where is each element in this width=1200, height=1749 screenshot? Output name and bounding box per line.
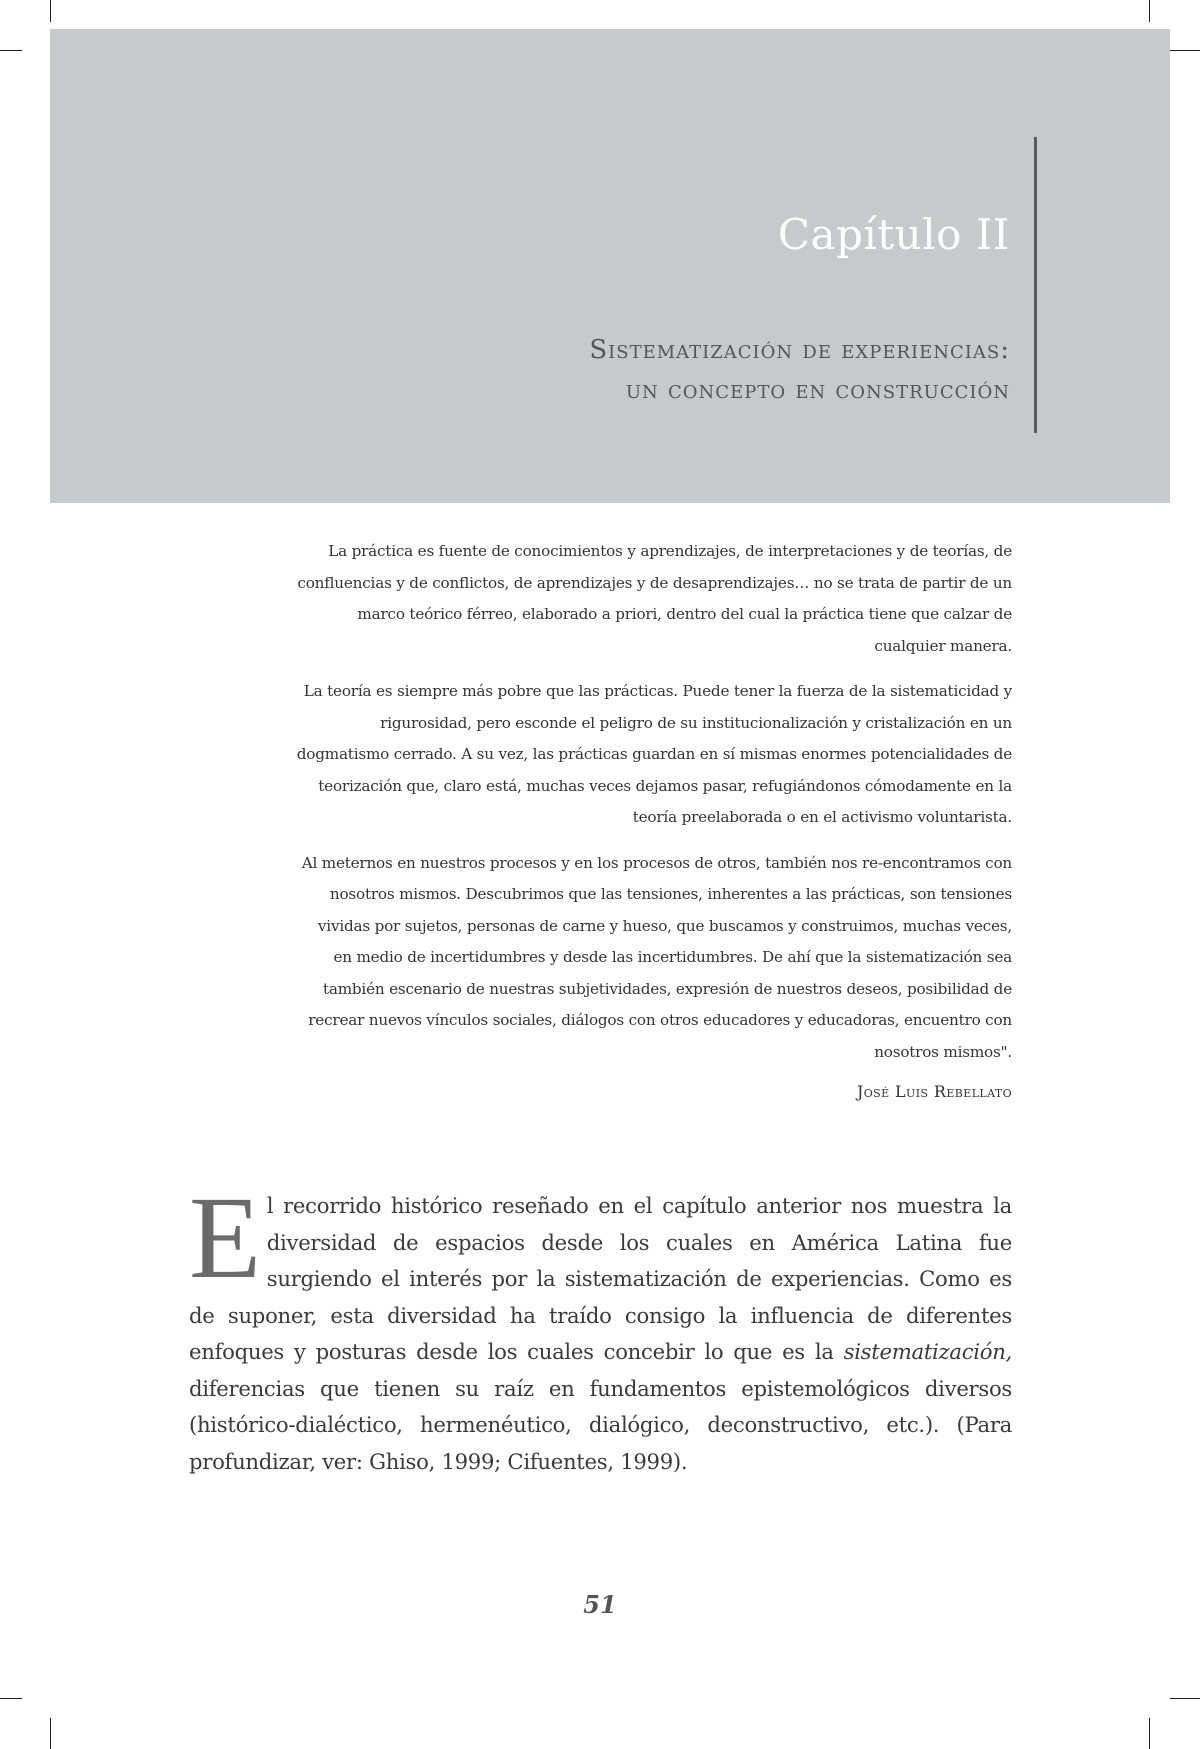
epigraph-attribution: José Luis Rebellato [856, 1082, 1012, 1101]
page-number: 51 [583, 1590, 617, 1619]
crop-mark-br-h [1170, 1698, 1200, 1699]
body-italic-term: sistematización, [843, 1339, 1012, 1364]
crop-mark-bl-v [50, 1718, 51, 1749]
crop-mark-br-v [1149, 1718, 1150, 1749]
crop-mark-tl-h [0, 50, 22, 51]
crop-mark-tl-v [50, 0, 51, 22]
chapter-header-band [50, 29, 1170, 503]
crop-mark-tr-h [1170, 50, 1200, 51]
epigraph-paragraph-1: La práctica es fuente de conocimientos y aprendizajes, de interpretaciones y de teorías, de confluencias y de conflictos, de aprendizajes y de desaprendizajes… no se trata de partir de un marco teórico férreo, elaborado a priori, dentro del cual la práctica tiene que calzar de cualquier manera. [297, 542, 1012, 655]
body-text-part-2: diferencias que tienen su raíz en fundamentos epistemológicos diversos (histórico-dialéctico, hermenéutico, dialógico, deconstructivo, etc.). (Para profundizar, ver: Ghiso, 1999; Cifuentes, 1999). [189, 1375, 1012, 1474]
drop-cap: E [189, 1172, 261, 1303]
crop-mark-tr-v [1149, 0, 1150, 22]
chapter-subtitle-line-2: un concepto en construcción [625, 375, 1010, 405]
body-paragraph [189, 1172, 1012, 1480]
crop-mark-bl-h [0, 1698, 22, 1699]
chapter-title: Capítulo II [777, 210, 1010, 259]
epigraph-paragraph-2: La teoría es siempre más pobre que las prácticas. Puede tener la fuerza de la sistematicidad y rigurosidad, pero esconde el peligro de su institucionalización y cristalización en un dogmatismo cerrado. A su vez, las prácticas guardan en sí mismas enormes potencialidades de teorización que, claro está, muchas veces dejamos pasar, refugiándonos cómodamente en la teoría preelaborada o en el activismo voluntarista. [296, 682, 1012, 826]
body-text-part-1: l recorrido histórico reseñado en el capítulo anterior nos muestra la diversidad de espacios desde los cuales en América Latina fue surgiendo el interés por la sistematización de experiencias. Como es de suponer, esta diversidad ha traído consigo la influencia de diferentes enfoques y posturas desde los cuales concebir lo que es la [189, 1193, 1012, 1364]
chapter-subtitle [370, 330, 1010, 410]
chapter-subtitle-line-1: Sistematización de experiencias: [589, 335, 1010, 365]
chapter-header-rule [1034, 137, 1037, 433]
epigraph [296, 536, 1012, 1108]
epigraph-paragraph-3: Al meternos en nuestros procesos y en los procesos de otros, también nos re-encontramos con nosotros mismos. Descubrimos que las tensiones, inherentes a las prácticas, son tensiones vividas por sujetos, personas de carne y hueso, que buscamos y construimos, muchas veces, en medio de incertidumbres y desde las incertidumbres. De ahí que la sistematización sea también escenario de nuestras subjetividades, expresión de nuestros deseos, posibilidad de recrear nuevos vínculos sociales, diálogos con otros educadores y educadoras, encuentro con nosotros mismos". [301, 853, 1012, 1061]
